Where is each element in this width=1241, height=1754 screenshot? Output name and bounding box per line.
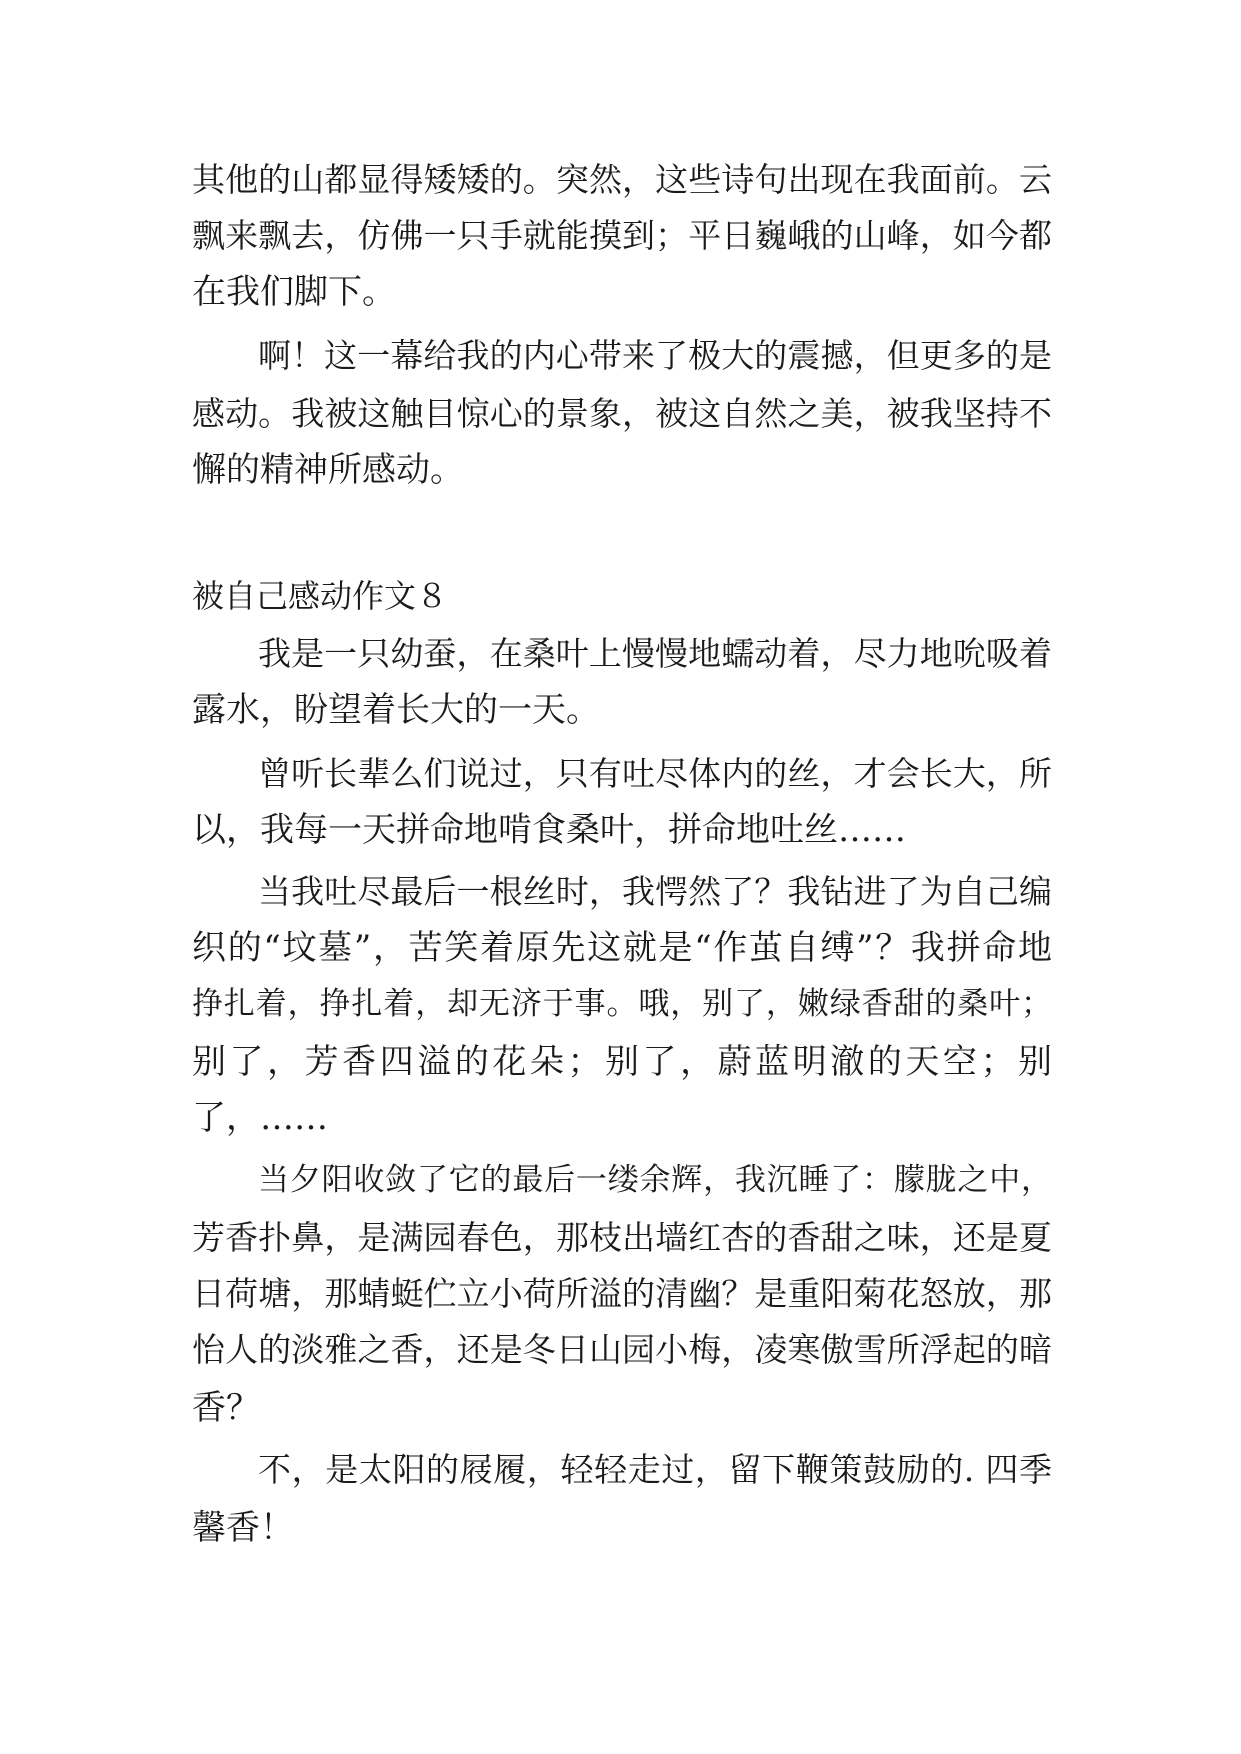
paragraph-line: 啊！这一幕给我的内心带来了极大的震撼，但更多的是 xyxy=(258,336,1052,375)
paragraph-line: 馨香！ xyxy=(192,1508,294,1548)
paragraph-line: 在我们脚下。 xyxy=(192,272,396,312)
paragraph-line: 我是一只幼蚕，在桑叶上慢慢地蠕动着，尽力地吮吸着 xyxy=(258,634,1052,673)
paragraph-line: 懈的精神所感动。 xyxy=(192,450,464,490)
paragraph-line: 芳香扑鼻，是满园春色，那枝出墙红杏的香甜之味，还是夏 xyxy=(192,1218,1052,1257)
paragraph-line: 了，…… xyxy=(192,1098,328,1138)
paragraph-line: 感动。我被这触目惊心的景象，被这自然之美，被我坚持不 xyxy=(192,394,1052,433)
paragraph-line: 香？ xyxy=(192,1388,260,1428)
essay-title: 被自己感动作文８ xyxy=(192,577,449,615)
paragraph-line: 曾听长辈么们说过，只有吐尽体内的丝，才会长大，所 xyxy=(258,754,1052,793)
paragraph-line: 不，是太阳的屐履，轻轻走过，留下鞭策鼓励的. 四季 xyxy=(258,1450,1052,1489)
paragraph-line: 飘来飘去，仿佛一只手就能摸到；平日巍峨的山峰，如今都 xyxy=(192,216,1052,255)
paragraph-line: 挣扎着，挣扎着，却无济于事。哦，别了，嫩绿香甜的桑叶； xyxy=(192,986,1052,1022)
paragraph-line: 露水，盼望着长大的一天。 xyxy=(192,690,600,730)
paragraph-line: 当我吐尽最后一根丝时，我愕然了？我钻进了为自己编 xyxy=(258,872,1052,911)
paragraph-line: 日荷塘，那蜻蜓伫立小荷所溢的清幽？是重阳菊花怒放，那 xyxy=(192,1274,1052,1313)
paragraph-line: 当夕阳收敛了它的最后一缕余辉，我沉睡了：朦胧之中， xyxy=(258,1162,1052,1198)
paragraph-line: 别了，芳香四溢的花朵；别了，蔚蓝明澈的天空；别 xyxy=(192,1042,1052,1082)
paragraph-line: 其他的山都显得矮矮的。突然，这些诗句出现在我面前。云 xyxy=(192,160,1052,199)
paragraph-line: 以，我每一天拼命地啃食桑叶，拼命地吐丝…… xyxy=(192,810,906,850)
paragraph-line: 怡人的淡雅之香，还是冬日山园小梅，凌寒傲雪所浮起的暗 xyxy=(192,1330,1052,1369)
paragraph-line: 织的“坟墓”，苦笑着原先这就是“作茧自缚”？我拼命地 xyxy=(192,928,1052,968)
